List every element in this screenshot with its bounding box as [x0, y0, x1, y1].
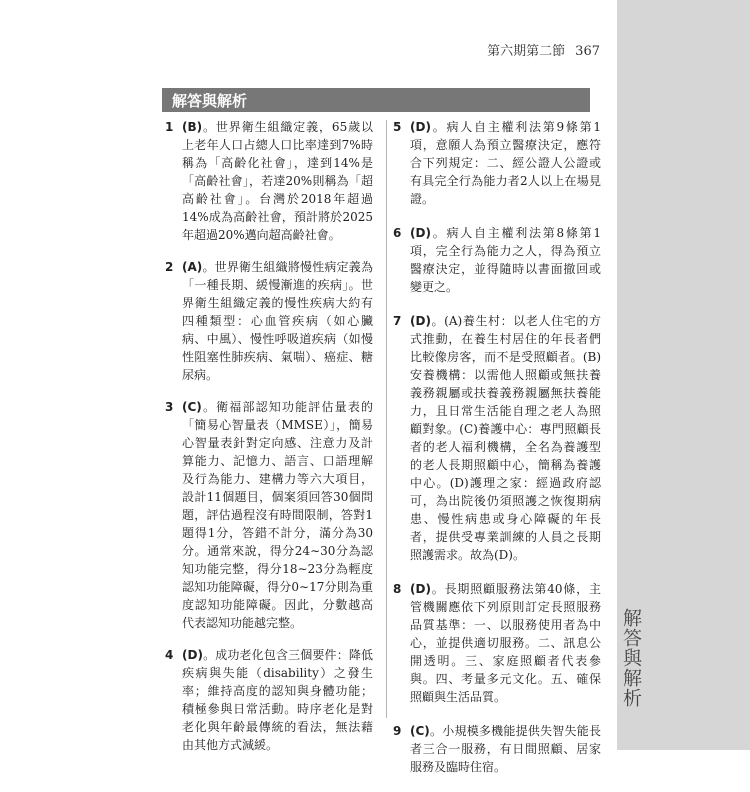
running-header — [487, 40, 600, 59]
page-number: 367 — [575, 44, 600, 59]
question-number: 1 — [165, 120, 174, 134]
question-number: 9 — [393, 724, 402, 738]
header-text: 第六期第二節 — [487, 44, 566, 59]
section-title: 解答與解析 — [172, 92, 248, 110]
question-number: 3 — [165, 400, 174, 414]
question-number: 4 — [165, 648, 174, 662]
answer-item — [393, 580, 601, 706]
answer-item — [393, 722, 601, 776]
answer-item — [393, 312, 601, 564]
left-column — [165, 118, 373, 768]
answer-item — [165, 258, 373, 384]
answer-choice: (B) — [182, 120, 203, 134]
question-number: 2 — [165, 260, 174, 274]
explanation-text: 。病人自主權利法第8條第1項，完全行為能力之人，得為預立醫療決定，並得隨時以書面撤回或變更之。 — [410, 226, 601, 294]
question-number: 8 — [393, 582, 402, 596]
answer-choice: (D) — [410, 582, 431, 596]
explanation-text: 。世界衛生組織定義，65歲以上老年人口占總人口比率達到7%時稱為「高齡化社會」，達到14%是「高齡社會」，若達20%則稱為「超高齡社會」。台灣於2018年超過14%成為高齡社會，預計將於2025年超過20%邁向超高齡社會。 — [182, 120, 373, 242]
explanation-text: 。長期照顧服務法第40條，主管機關應依下列原則訂定長照服務品質基準：一、以服務使用者為中心，並提供適切服務。二、訊息公開透明。三、家庭照顧者代表參與。四、考量多元文化。五、確保照顧與生活品質。 — [410, 582, 601, 704]
side-tab-label: 解答與解析 — [620, 608, 642, 708]
answer-item — [165, 118, 373, 244]
explanation-text: 。小規模多機能提供失智失能長者三合一服務，有日間照顧、居家服務及臨時住宿。 — [410, 724, 601, 774]
column-divider — [386, 120, 387, 718]
answer-item — [393, 224, 601, 296]
answer-choice: (C) — [182, 400, 202, 414]
answer-choice: (C) — [410, 724, 430, 738]
answer-choice: (D) — [410, 314, 431, 328]
answer-item — [393, 118, 601, 208]
answer-item — [165, 398, 373, 632]
answer-choice: (A) — [182, 260, 203, 274]
answer-item — [165, 646, 373, 754]
explanation-text: 。世界衛生組織將慢性病定義為「一種長期、緩慢漸進的疾病」。世界衛生組織定義的慢性疾病大約有四種類型：心血管疾病（如心臟病、中風）、慢性呼吸道疾病（如慢性阻塞性肺疾病、氣喘）、癌症、糖尿病。 — [182, 260, 373, 382]
right-column — [393, 118, 601, 792]
explanation-text: 。成功老化包含三個要件：降低疾病與失能（disability）之發生率；維持高度的認知與身體功能；積極參與日常活動。時序老化是對老化與年齡最傳統的看法，無法藉由其他方式減緩。 — [182, 648, 373, 752]
answer-choice: (D) — [182, 648, 203, 662]
question-number: 7 — [393, 314, 402, 328]
explanation-text: 。衛福部認知功能評估量表的「簡易心智量表（MMSE）」，簡易心智量表針對定向感、注意力及計算能力、記憶力、語言、口語理解及行為能力、建構力等六大項目，設計11個題目，個案須回答30個問題，評估過程沒有時間限制，答對1題得1分，答錯不計分，滿分為30分。通常來說，得分24∼30分為認知功能完整，得分18∼23分為輕度認知功能障礙，得分0∼17分則為重度認知功能障礙。因此，分數越高代表認知功能越完整。 — [182, 400, 373, 630]
answer-choice: (D) — [410, 226, 431, 240]
answer-choice: (D) — [410, 120, 431, 134]
explanation-text: 。(A)養生村：以老人住宅的方式推動，在養生村居住的年長者們比較像房客，而不是受照顧者。(B)安養機構：以需他人照顧或無扶養義務親屬或扶養義務親屬無扶養能力，且日常生活能自理之老人為照顧對象。(C)養護中心：專門照顧長者的老人福利機構，全名為養護型的老人長期照顧中心，簡稱為養護中心。(D)護理之家：經過政府認可，為出院後仍須照護之恢復期病患、慢性病患或身心障礙的年長者，提供受專業訓練的人員之長期照護需求。故為(D)。 — [410, 314, 601, 562]
question-number: 6 — [393, 226, 402, 240]
question-number: 5 — [393, 120, 402, 134]
explanation-text: 。病人自主權利法第9條第1項，意願人為預立醫療決定，應符合下列規定：二、經公證人公證或有具完全行為能力者2人以上在場見證。 — [410, 120, 601, 206]
section-title-bar — [162, 88, 590, 112]
